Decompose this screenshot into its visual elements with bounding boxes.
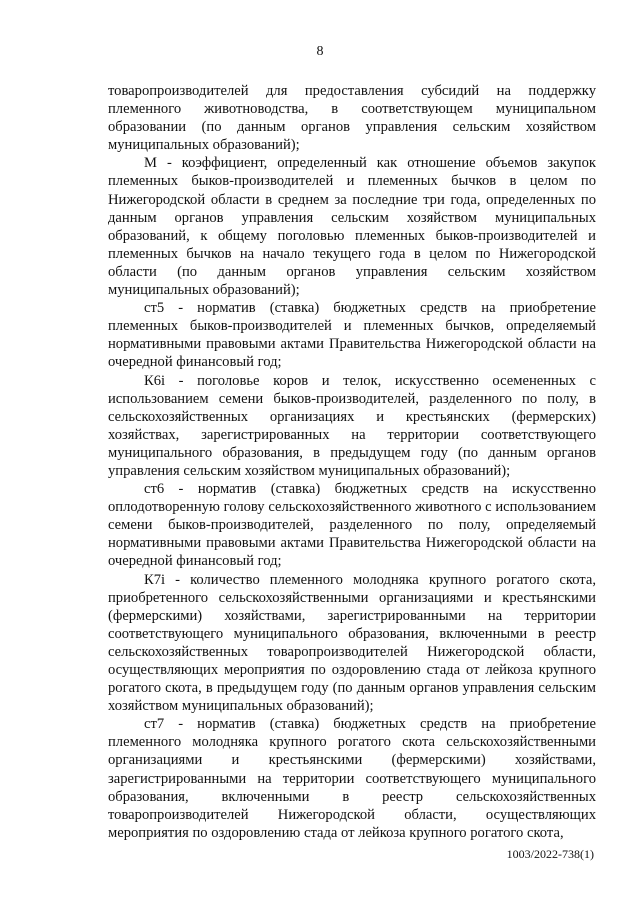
paragraph-m-coefficient: М - коэффициент, определенный как отношение объемов закупок племенных быков-производителей и племенных бычков в целом по Нижегородской области в среднем за последние три года, определенных по данным органов управления сельским хозяйством муниципальных образований, к общему поголовью племенных быков-производителей и племенных бычков на начало текущего года в целом по Нижегородской области (по данным органов управления сельским хозяйством муниципальных образований); [108, 155, 596, 299]
document-code: 1003/2022-738(1) [506, 847, 594, 861]
paragraph-continuation: товаропроизводителей для предоставления субсидий на поддержку племенного животноводства, в соответствующем муниципальном образовании (по данным органов управления сельским хозяйством муниципальных образований); [108, 83, 596, 154]
document-body [108, 82, 596, 842]
paragraph-st5: ст5 - норматив (ставка) бюджетных средств на приобретение племенных быков-производителей и племенных бычков, определяемый нормативными правовыми актами Правительства Нижегородской области на очередной финансовый год; [108, 300, 596, 371]
page-number: 8 [316, 44, 324, 59]
paragraph-k6i: К6i - поголовье коров и телок, искусственно осемененных с использованием семени быков-производителей, разделенного по полу, в сельскохозяйственных организациях и крестьянских (фермерских) хозяйствах, зарегистрированных на территории соответствующего муниципального образования, в предыдущем году (по данным органов управления сельским хозяйством муниципальных образований); [108, 372, 596, 479]
paragraph-st6: ст6 - норматив (ставка) бюджетных средств на искусственно оплодотворенную голову сельскохозяйственного животного с использованием семени быков-производителей, разделенного по полу, определяемый нормативными правовыми актами Правительства Нижегородской области на очередной финансовый год; [108, 481, 596, 570]
paragraph-st7: ст7 - норматив (ставка) бюджетных средств на приобретение племенного молодняка крупного рогатого скота сельскохозяйственными организациями и крестьянскими (фермерскими) хозяйствами, зарегистрированными на территории соответствующего муниципального образования, включенными в реестр сельскохозяйственных товаропроизводителей Нижегородской области, осуществляющих мероприятия по оздоровлению стада от лейкоза крупного рогатого скота, [108, 716, 596, 841]
paragraph-k7i: К7i - количество племенного молодняка крупного рогатого скота, приобретенного сельскохозяйственными организациями и крестьянскими (фермерскими) хозяйствами, зарегистрированными на территории соответствующего муниципального образования, включенными в реестр сельскохозяйственных товаропроизводителей Нижегородской области, осуществляющих мероприятия по оздоровлению стада от лейкоза крупного рогатого скота, в предыдущем году (по данным органов управления сельским хозяйством муниципальных образований); [108, 571, 596, 715]
